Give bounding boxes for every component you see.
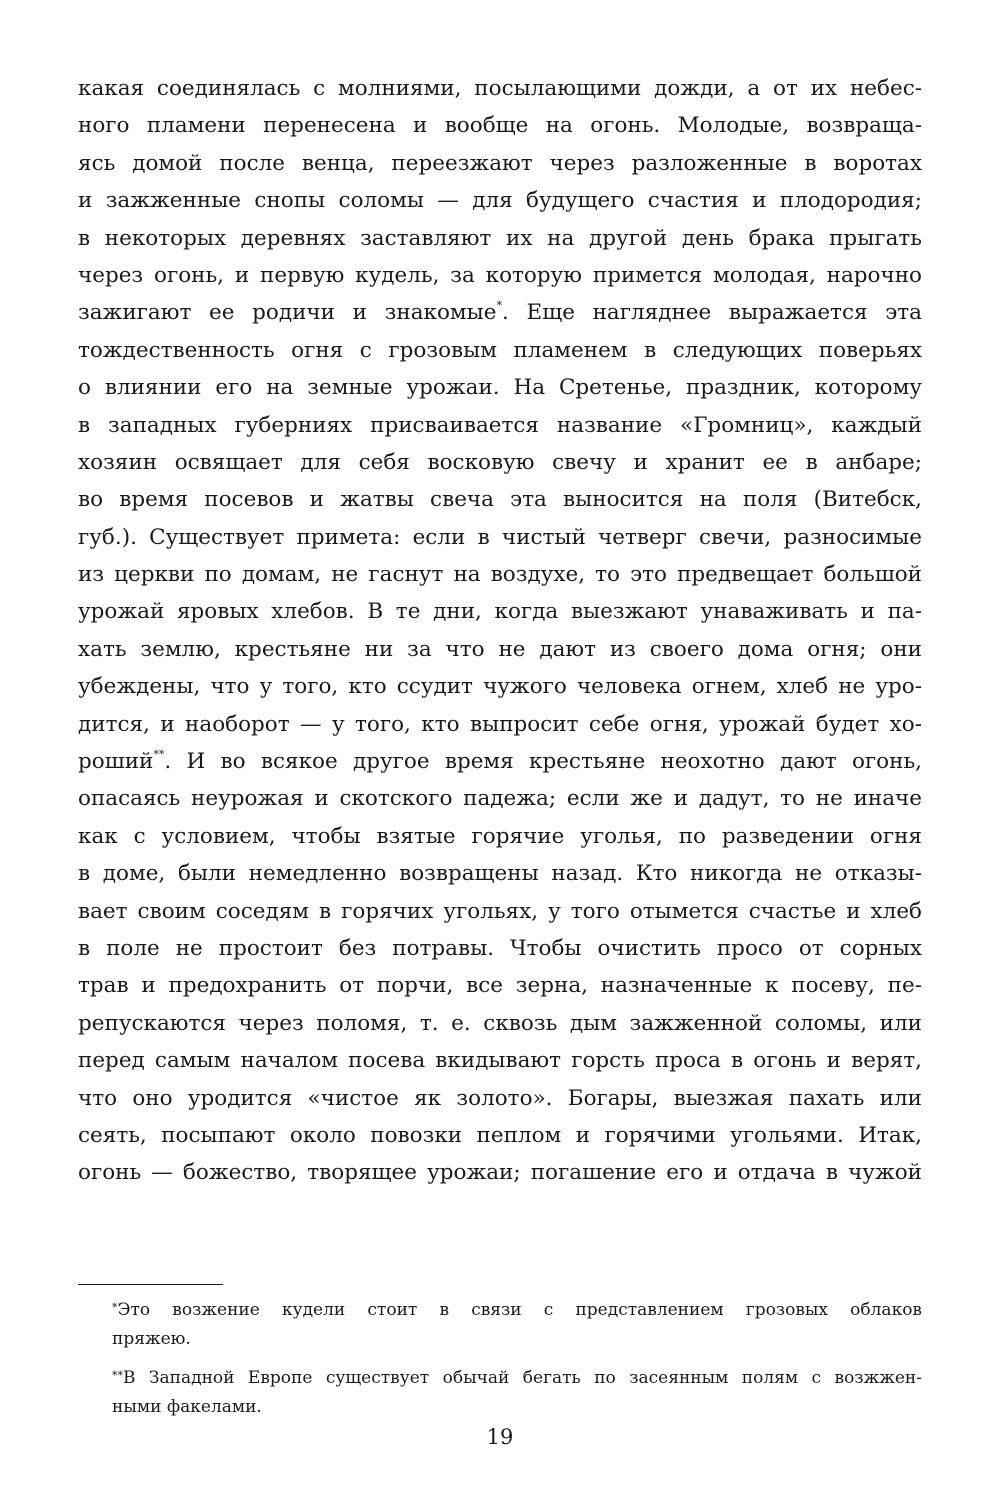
footnote-divider [78,1284,223,1285]
footnote-2-line [112,1364,922,1393]
page-number: 19 [486,1425,514,1449]
text-line: в доме, были немедленно возвращены назад. Кто никогда не отказы- [78,861,922,887]
text-line: о влиянии его на земные урожаи. На Сретенье, праздник, которому [78,375,922,401]
text-line: хать землю, крестьяне ни за что не дают из своего дома огня; они [78,636,922,662]
text-segment: . Еще нагляднее выражается эта [502,300,922,326]
text-line: через огонь, и первую кудель, за которую примется молодая, нарочно [78,262,922,288]
footnotes [112,1296,922,1422]
text-line: трав и предохранить от порчи, все зерна, назначенные к посеву, пе- [78,973,922,999]
text-line: перед самым началом посева вкидывают горсть проса в огонь и верят, [78,1048,922,1074]
text-line: ного пламени перенесена и вообще на огонь. Молодые, возвраща- [78,113,922,139]
footnote-2-text: В Западной Европе существует обычай бегать по засеянным полям с возжжен- [123,1368,922,1388]
text-segment: зажигают ее родичи и знакомые [78,300,497,326]
text-line: из церкви по домам, не гаснут на воздухе, то это предвещает большой [78,562,922,588]
text-segment: . И во всякое другое время крестьяне неохотно дают огонь, [164,749,922,775]
text-segment: роший [78,749,154,775]
text-line: в поле не простоит без потравы. Чтобы очистить просо от сорных [78,935,922,961]
text-line: губ.). Существует примета: если в чистый четверг свечи, разносимые [78,524,922,550]
text-line: во время посевов и жатвы свеча эта выносится на поля (Витебск, [78,487,922,513]
text-line: опасаясь неурожая и скотского падежа; если же и дадут, то не иначе [78,786,922,812]
footnote-2-marker: ** [112,1369,123,1382]
footnote-1-text: Это возжение кудели стоит в связи с представлением грозовых облаков [117,1300,922,1320]
footnote-ref-2: ** [153,748,165,762]
text-line: тождественность огня с грозовым пламенем в следующих поверьях [78,337,922,363]
text-line: и зажженные снопы соломы — для будущего счастия и плодородия; [78,188,922,214]
text-line: огонь — божество, творящее урожаи; погашение его и отдача в чужой [78,1160,922,1186]
text-line: дится, и наоборот — у того, кто выпросит себе огня, урожай будет хо- [78,711,922,737]
text-line: какая соединялась с молниями, посылающими дожди, а от их небес- [78,76,922,101]
text-line [78,294,922,331]
text-line: вает своим соседям в горячих угольях, у того отымется счастье и хлеб [78,898,922,924]
footnote-1-line: пряжею. [112,1329,191,1349]
footnote-1-line [112,1296,922,1325]
main-text [78,70,922,1192]
text-line: сеять, посыпают около повозки пеплом и горячими угольями. Итак, [78,1122,922,1148]
text-line: в некоторых деревнях заставляют их на другой день брака прыгать [78,225,922,251]
text-line: как с условием, чтобы взятые горячие уголья, по разведении огня [78,823,922,849]
text-line: убеждены, что у того, кто ссудит чужого человека огнем, хлеб не уро- [78,674,922,700]
text-line: урожай яровых хлебов. В те дни, когда выезжают унаваживать и па- [78,599,922,625]
text-line: в западных губерниях присваивается название «Громниц», каждый [78,412,922,438]
text-line: хозяин освящает для себя восковую свечу и хранит ее в анбаре; [78,449,922,475]
text-line: репускаются через поломя, т. е. сквозь дым зажженной соломы, или [78,1010,922,1036]
footnote-1-marker: * [112,1301,118,1314]
footnote-2-line: ными факелами. [112,1397,262,1417]
text-line: ясь домой после венца, переезжают через разложенные в воротах [78,150,922,176]
text-line [78,743,922,780]
text-line: что оно уродится «чистое як золото». Богары, выезжая пахать или [78,1085,922,1111]
footnote-ref-1: * [496,299,502,313]
